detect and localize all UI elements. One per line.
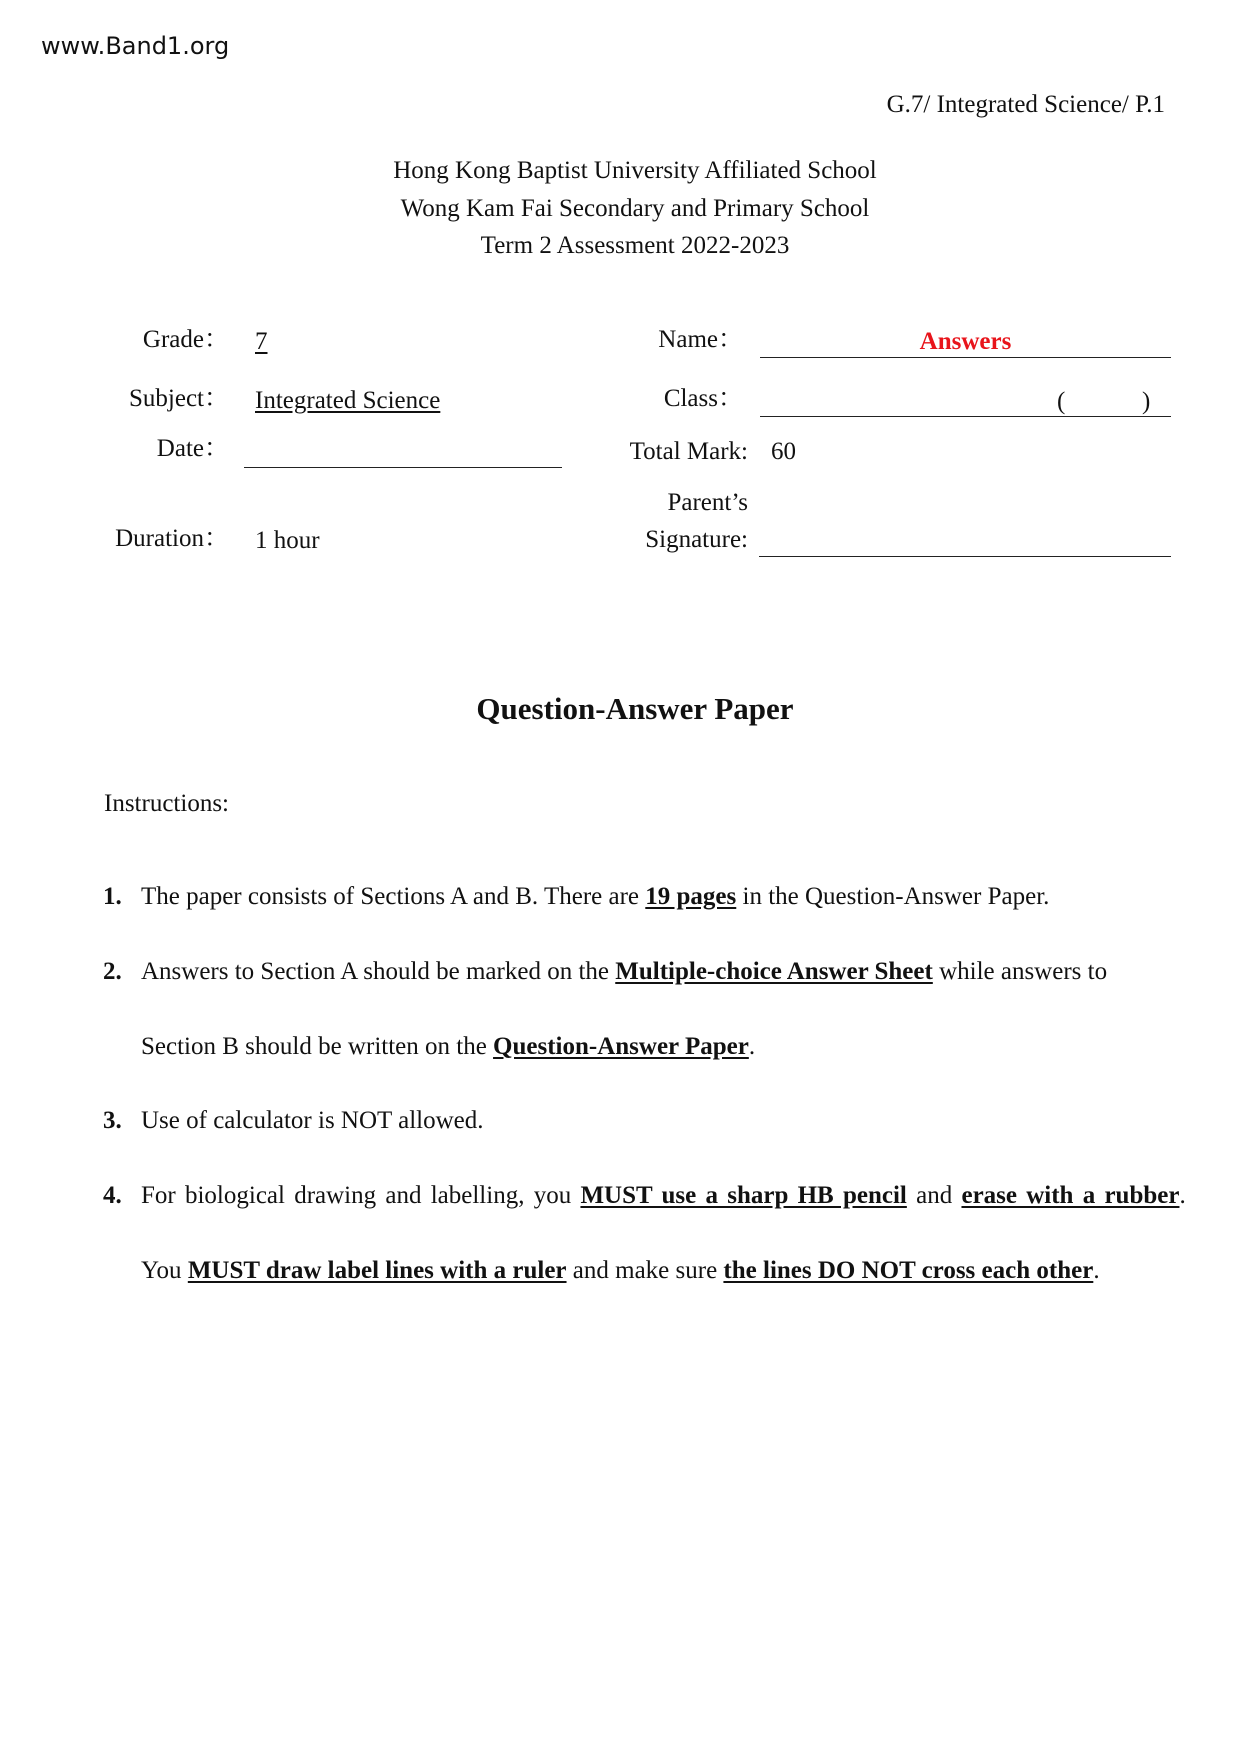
instruction-number: 3. [103,1107,122,1134]
name-label: Name： [658,326,743,353]
instruction-2: Answers to Section A should be marked on the Multiple-choice Answer Sheet while answers to [141,958,1108,985]
instruction-number: 1. [103,883,122,910]
duration-label: Duration： [115,525,229,552]
school-name: Hong Kong Baptist University Affiliated School [393,157,877,184]
name-value: Answers [919,328,1012,355]
grade-label: Grade： [142,326,229,353]
class-number-paren-open: ( [1057,388,1066,415]
subject-label: Subject： [129,385,229,412]
class-label: Class： [663,385,743,412]
total-mark-value: 60 [771,438,796,465]
parent-signature-label-1: Parent’s [667,489,748,516]
instructions-label: Instructions: [104,790,229,817]
date-label: Date： [156,435,229,462]
total-mark-label: Total Mark: [629,438,748,465]
instruction-1: The paper consists of Sections A and B. There are 19 pages in the Question-Answer Paper. [141,883,1050,910]
page-header: G.7/ Integrated Science/ P.1 [886,91,1165,118]
name-field[interactable] [760,357,1171,358]
duration-value: 1 hour [255,527,320,554]
paper-title: Question-Answer Paper [476,691,794,726]
parent-signature-label-2: Signature: [645,526,748,553]
date-field[interactable] [244,467,562,468]
instruction-3: Use of calculator is NOT allowed. [141,1107,484,1134]
instruction-4: For biological drawing and labelling, you MUST use a sharp HB pencil and erase with a rubber. [141,1182,1186,1209]
grade-value: 7 [255,328,268,355]
watermark: www.Band1.org [41,32,230,60]
instruction-number: 2. [103,958,122,985]
school-subname: Wong Kam Fai Secondary and Primary School [400,195,870,222]
subject-value: Integrated Science [255,387,441,414]
assessment-title: Term 2 Assessment 2022-2023 [480,232,790,259]
instruction-2-continued: Section B should be written on the Question-Answer Paper. [141,1033,756,1060]
class-field[interactable] [760,416,1171,417]
parent-signature-field[interactable] [759,556,1171,557]
instruction-4-continued: You MUST draw label lines with a ruler and make sure the lines DO NOT cross each other. [141,1257,1100,1284]
class-number-paren-close: ) [1142,388,1151,415]
instruction-number: 4. [103,1182,122,1209]
